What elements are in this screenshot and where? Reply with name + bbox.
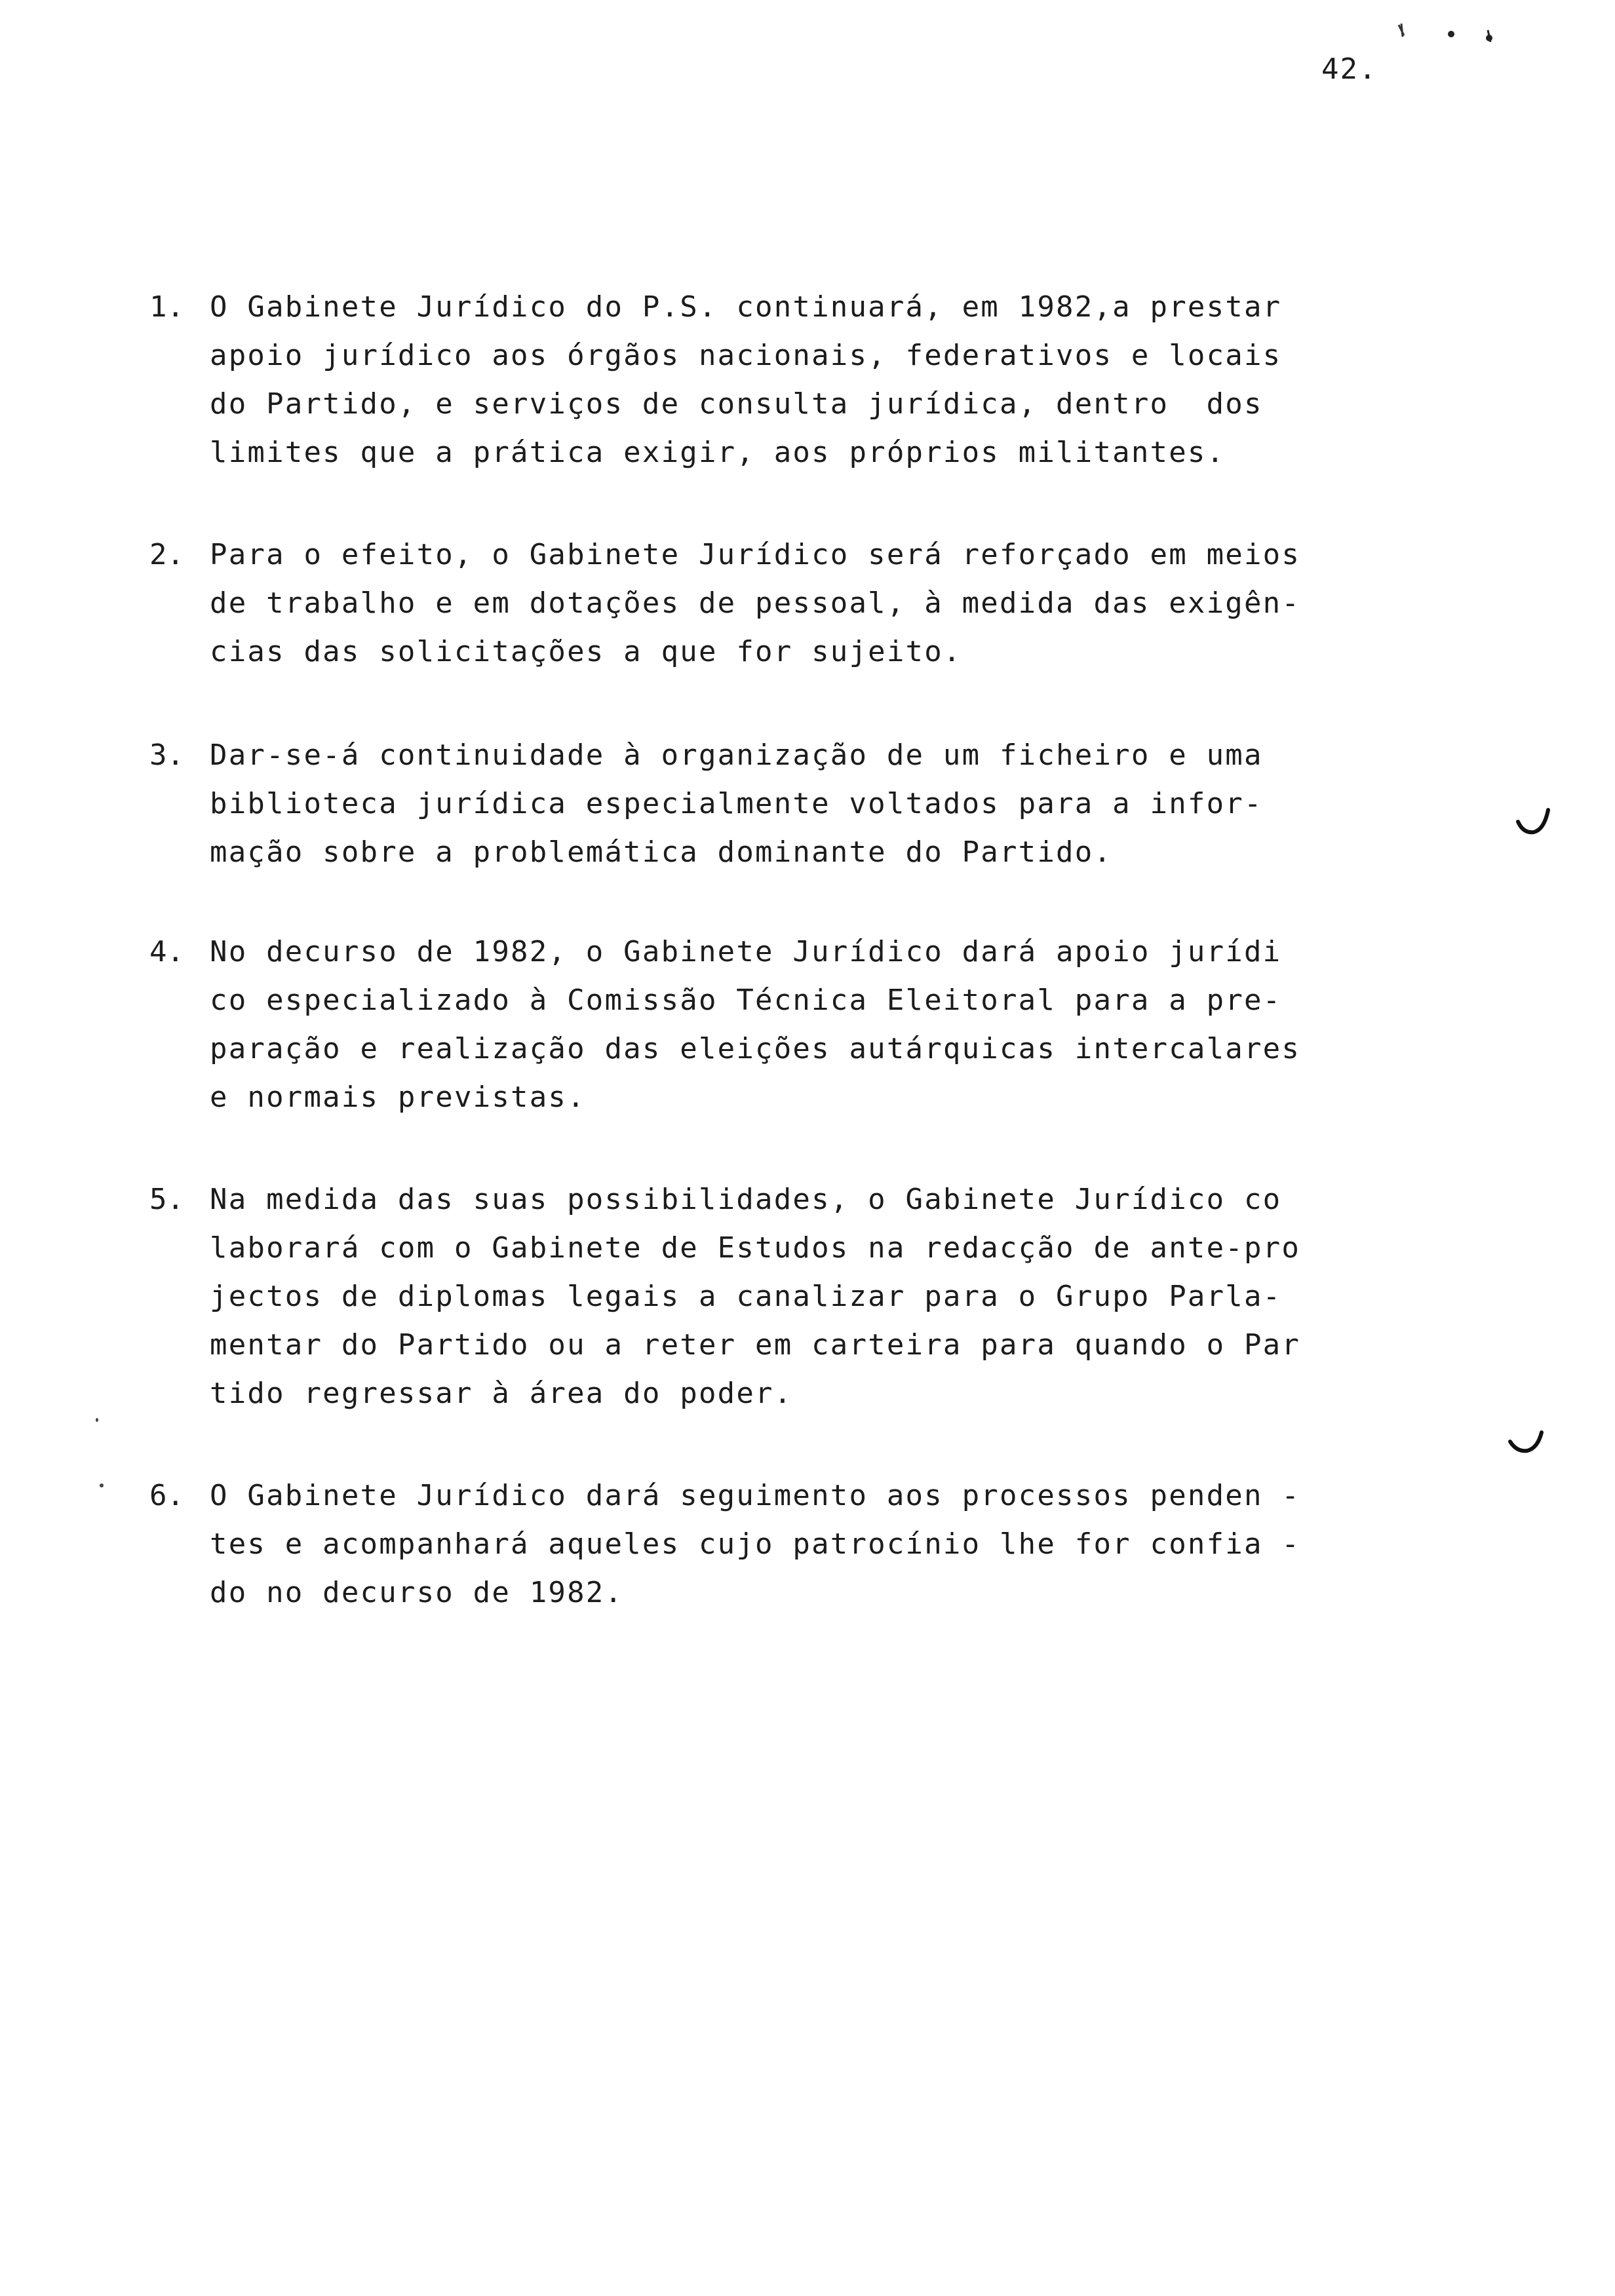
item-line: No decurso de 1982, o Gabinete Jurídico dará apoio jurídi [210,935,1282,968]
speck [100,1483,104,1487]
item-line: Na medida das suas possibilidades, o Gabinete Jurídico co [210,1183,1282,1216]
item-line: laborará com o Gabinete de Estudos na redacção de ante-pro [210,1231,1301,1265]
item-line: cias das solicitações a que for sujeito. [210,635,962,668]
speck [96,1418,98,1422]
checkmark-icon [1514,805,1553,844]
item-number: 6. [149,1479,184,1512]
item-line: e normais previstas. [210,1081,586,1114]
item-line: Para o efeito, o Gabinete Jurídico será reforçado em meios [210,538,1301,571]
item-line: biblioteca jurídica especialmente voltados para a infor- [210,787,1263,820]
item-line: tes e acompanhará aqueles cujo patrocínio lhe for confia - [210,1527,1301,1561]
item-line: apoio jurídico aos órgãos nacionais, federativos e locais [210,339,1282,372]
item-number: 2. [149,538,184,571]
item-line: mação sobre a problemática dominante do Partido. [210,835,1113,869]
item-number: 1. [149,290,184,324]
page-number: 42. [1321,52,1378,86]
item-line: limites que a prática exigir, aos próprios militantes. [210,436,1226,469]
item-line: O Gabinete Jurídico do P.S. continuará, em 1982,a prestar [210,290,1282,324]
item-line: Dar-se-á continuidade à organização de um ficheiro e uma [210,738,1263,772]
item-line: paração e realização das eleições autárquicas intercalares [210,1032,1301,1065]
item-line: tido regressar à área do poder. [210,1377,793,1410]
checkmark-icon [1508,1428,1547,1461]
item-line: do no decurso de 1982. [210,1576,624,1609]
item-number: 3. [149,738,184,772]
item-line: co especializado à Comissão Técnica Eleitoral para a pre- [210,984,1282,1017]
item-line: de trabalho e em dotações de pessoal, à medida das exigên- [210,586,1301,620]
ink-marks [1390,16,1521,55]
item-line: do Partido, e serviços de consulta jurídica, dentro dos [210,387,1263,421]
item-line: mentar do Partido ou a reter em carteira para quando o Par [210,1328,1301,1362]
item-line: jectos de diplomas legais a canalizar para o Grupo Parla- [210,1280,1282,1313]
item-number: 5. [149,1183,184,1216]
item-line: O Gabinete Jurídico dará seguimento aos processos penden - [210,1479,1301,1512]
item-number: 4. [149,935,184,968]
